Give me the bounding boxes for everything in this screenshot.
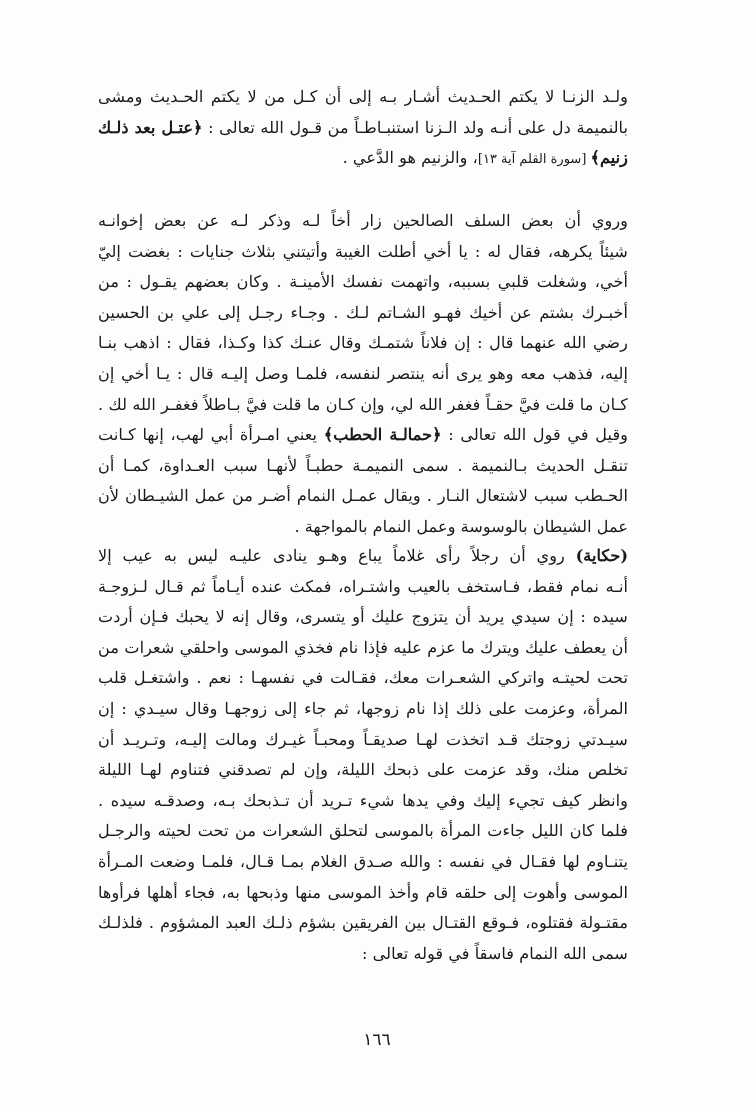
- text-line: سيده : إن سيدي يريد أن يتزوج عليك أو يتسرى، وقال إنه لا يحبك فـإن أردت: [98, 607, 628, 627]
- page-number: ١٦٦: [363, 1030, 391, 1050]
- paragraph-3: [98, 541, 628, 969]
- text-segment: ، والزنيم هو الدَّعي .: [342, 148, 478, 168]
- text-line: الموسى وأهوت إلى حلقه قام وأخذ الموسى منها وذبحها به، فجاء أهلها فرأوها: [98, 882, 628, 902]
- text-line: تحت لحيتـه واتركي الشعـرات معك، فقـالت في نفسهـا : نعم . واشتغـل قلب: [98, 668, 628, 688]
- text-line: إليه، فذهب معه وهو يرى أنه ينتصر لنفسه، فلمـا وصل إليـه قال : يـا أخي إن: [98, 363, 628, 383]
- text-line: أنـه نمام فقط، فـاستخف بالعيب واشتـراه، فمكث عنده أيـاماً ثم قـال لـزوجـة: [98, 576, 628, 596]
- text-line: [98, 113, 628, 144]
- text-line: وروي أن بعض السلف الصالحين زار أخاً لـه وذكر لـه عن بعض إخوانـه: [98, 211, 628, 230]
- citation: [سورة القلم آية ١٣]: [477, 152, 591, 168]
- text-line: تخلص منك، وقد عزمت على ذبحك الليلة، وإن لم تصدقني فتناوم لهـا الليلة: [98, 760, 628, 780]
- text-segment: وقيل في قول الله تعالى :: [441, 425, 628, 445]
- text-segment: روي أن رجلاً رأى غلاماً يباع وهـو ينادى عليـه ليس به عيب إلا: [98, 546, 576, 565]
- story-heading: (حكاية): [575, 546, 628, 565]
- text-line: [98, 420, 628, 451]
- text-line: وانظر كيف تجيء إليك وفي يدها شيء تـريد أن تـذبحك بـه، وصدقـه سيده .: [98, 790, 628, 810]
- text-line: شيئاً يكرهه، فقال له : يا أخي أطلت الغيبة وأتيتني بثلاث جنايات : بغضت إليّ: [98, 241, 628, 261]
- text-line: مقتـولة فقتلوه، فـوقع القتـال بين الفريقين بشؤم ذلـك العبد المشؤوم . فلذلـك: [98, 913, 628, 933]
- text-line: سيـدتي زوجتك قـد اتخذت لهـا صديقـاً ومحبـاً غيـرك ومالت إليـه، وتـريـد أن: [98, 729, 628, 749]
- text-line: أخبـرك بشتم عن أخيك فهـو الشـاتم لـك . وجـاء رجـل إلى علي بن الحسين: [98, 302, 628, 322]
- quran-quote: ﴿عتـل بعد ذلـك: [98, 117, 203, 137]
- paragraph-2: [98, 206, 628, 543]
- quran-quote: ﴿حمالـة الحطب﴾: [323, 425, 442, 445]
- quran-quote: زنيم﴾: [590, 148, 628, 168]
- text-segment: بالنميمة دل على أنـه ولد الـزنا استنبـاطـاً من قـول الله تعالى :: [202, 117, 628, 137]
- text-line: كـان ما قلت فيَّ حقـاً فغفر الله لي، وإن كـان ما قلت فيَّ بـاطلاً فغفـر الله لك .: [98, 394, 628, 414]
- text-line: أخي، وشغلت قلبي بسببه، واتهمت نفسك الأمينـة . وكان بعضهم يقـول : من: [98, 272, 628, 292]
- text-line: أن يعطف عليك ويترك ما عزم عليه فإذا نام فخذي الموسى واحلقي شعرات من: [98, 637, 628, 657]
- text-segment: يعني امـرأة أبي لهب، إنها كـانت: [98, 425, 324, 445]
- text-line: سمى الله النمام فاسقاً في قوله تعالى :: [362, 943, 628, 963]
- text-line: الحـطب سبب لاشتعال النـار . ويقال عمـل النمام أضـر من عمل الشيـطان لأن: [98, 486, 628, 506]
- text-line: المرأة، وعزمت على ذلك إذا نام زوجها، ثم جاء إلى زوجهـا وقال سيـدي : إن: [98, 698, 628, 718]
- text-line: عمل الشيطان بالوسوسة وعمل النمام بالمواجهة .: [294, 516, 628, 536]
- paragraph-1: [98, 82, 628, 176]
- text-line: رضي الله عنهما قال : إن فلاناً شتمـك وقال عنـك كذا وكـذا، فقال : اذهب بنـا: [98, 333, 628, 353]
- text-line: يتنـاوم لها فقـال في نفسه : والله صـدق الغلام بمـا قـال، فلمـا وضعت المـرأة: [98, 851, 628, 871]
- text-line: فلما كان الليل جاءت المرأة بالموسى لتحلق الشعرات من تحت لحيته والرجـل: [98, 821, 628, 841]
- text-line: [98, 541, 628, 572]
- text-line: تنقـل الحديث بـالنميمة . سمى النميمـة حطبـاً لأنهـا سبب العـداوة، كمـا أن: [98, 455, 628, 475]
- text-line: ولـد الزنـا لا يكتم الحـديث أشـار بـه إلى أن كـل من لا يكتم الحـديث ومشى: [98, 87, 628, 106]
- text-line: [98, 143, 628, 176]
